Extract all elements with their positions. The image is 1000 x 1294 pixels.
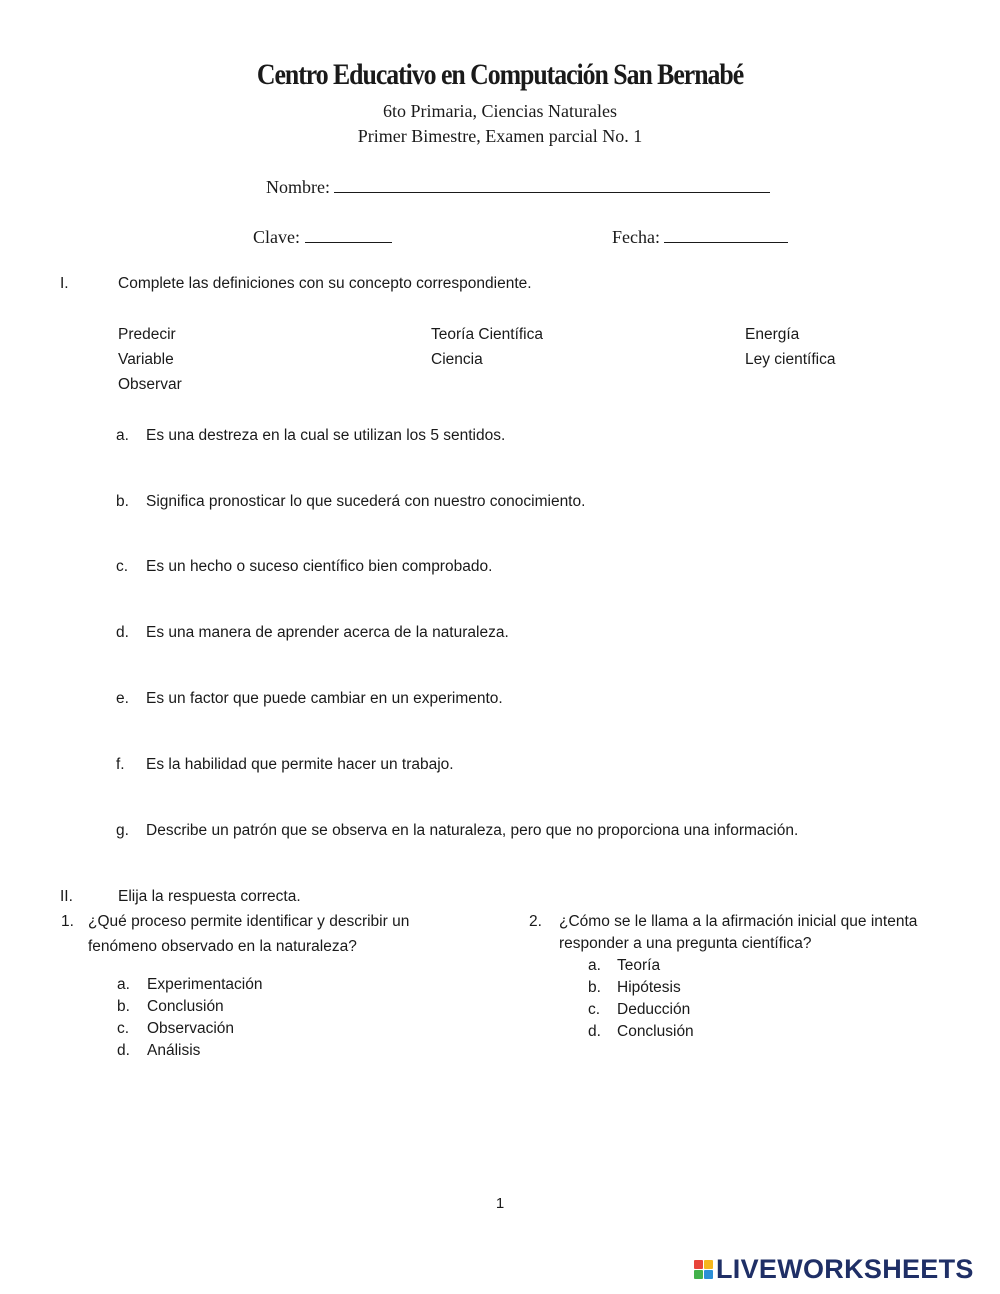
clave-label: Clave: <box>253 227 300 247</box>
option-text[interactable]: Observación <box>147 1020 235 1037</box>
word-bank-item: Variable <box>118 351 174 368</box>
option-letter: d. <box>588 1023 601 1040</box>
section1-numeral: I. <box>60 275 69 292</box>
option-letter: a. <box>588 957 601 974</box>
definition-letter: b. <box>116 493 129 510</box>
definition-text: Describe un patrón que se observa en la naturaleza, pero que no proporciona una información. <box>146 822 799 839</box>
section1-instruction: Complete las definiciones con su concepto correspondiente. <box>118 275 532 292</box>
definition-text: Es un factor que puede cambiar en un experimento. <box>146 690 503 707</box>
definition-letter: a. <box>116 427 129 444</box>
word-bank-item: Teoría Científica <box>431 326 543 343</box>
definition-text: Es una destreza en la cual se utilizan los 5 sentidos. <box>146 427 506 444</box>
definition-text: Es un hecho o suceso científico bien comprobado. <box>146 558 493 575</box>
word-bank-item: Ley científica <box>745 351 836 368</box>
word-bank-item: Energía <box>745 326 800 343</box>
question-number: 2. <box>529 913 542 930</box>
fecha-field[interactable] <box>664 226 788 243</box>
definition-text: Es la habilidad que permite hacer un trabajo. <box>146 756 454 773</box>
option-text[interactable]: Hipótesis <box>617 979 681 996</box>
section2-numeral: II. <box>60 888 73 905</box>
option-text[interactable]: Experimentación <box>147 976 263 993</box>
question-number: 1. <box>61 913 74 930</box>
option-letter: b. <box>117 998 130 1015</box>
option-text[interactable]: Deducción <box>617 1001 691 1018</box>
definition-text: Significa pronosticar lo que sucederá con nuestro conocimiento. <box>146 493 586 510</box>
question-text: ¿Cómo se le llama a la afirmación inicial que intenta <box>559 913 918 930</box>
definition-letter: f. <box>116 756 125 773</box>
option-text[interactable]: Análisis <box>147 1042 201 1059</box>
definition-letter: g. <box>116 822 129 839</box>
question-text: responder a una pregunta científica? <box>559 935 812 952</box>
word-bank-item: Ciencia <box>431 351 483 368</box>
grade-subject: 6to Primaria, Ciencias Naturales <box>383 101 617 121</box>
option-text[interactable]: Conclusión <box>617 1023 694 1040</box>
question-text: fenómeno observado en la naturaleza? <box>88 938 357 955</box>
option-letter: c. <box>117 1020 130 1037</box>
section2-instruction: Elija la respuesta correcta. <box>118 888 301 905</box>
clave-row <box>253 226 392 248</box>
definition-text: Es una manera de aprender acerca de la naturaleza. <box>146 624 509 641</box>
definition-letter: c. <box>116 558 129 575</box>
question-text: ¿Qué proceso permite identificar y describir un <box>88 913 410 930</box>
page-number: 1 <box>495 1195 505 1212</box>
definition-letter: e. <box>116 690 129 707</box>
logo-text: LIVEWORKSHEETS <box>716 1253 974 1284</box>
option-text[interactable]: Teoría <box>617 957 661 974</box>
nombre-row <box>266 176 770 198</box>
clave-field[interactable] <box>305 226 392 243</box>
option-letter: d. <box>117 1042 130 1059</box>
word-bank-item: Predecir <box>118 326 176 343</box>
definition-letter: d. <box>116 624 129 641</box>
nombre-field[interactable] <box>334 176 770 193</box>
option-letter: c. <box>588 1001 601 1018</box>
word-bank-item: Observar <box>118 376 182 393</box>
option-letter: b. <box>588 979 601 996</box>
exam-title: Primer Bimestre, Examen parcial No. 1 <box>357 126 643 146</box>
option-text[interactable]: Conclusión <box>147 998 224 1015</box>
fecha-row <box>612 226 788 248</box>
logo-blocks-icon <box>694 1260 713 1279</box>
nombre-label: Nombre: <box>266 177 330 197</box>
liveworksheets-logo <box>694 1255 974 1283</box>
option-letter: a. <box>117 976 130 993</box>
school-title: Centro Educativo en Computación San Bernabé <box>256 58 744 91</box>
fecha-label: Fecha: <box>612 227 660 247</box>
